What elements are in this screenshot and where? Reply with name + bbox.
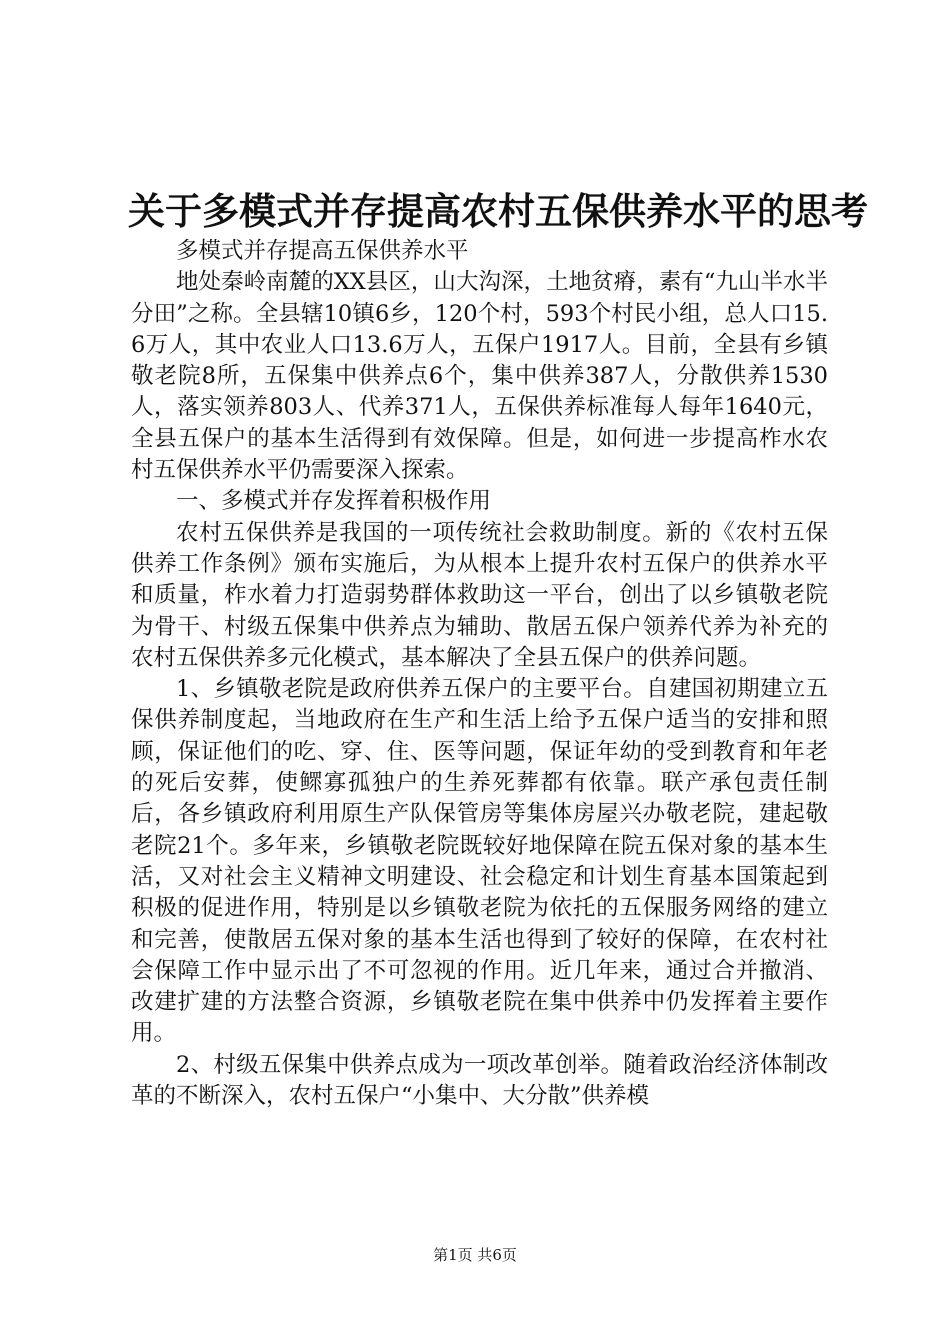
subtitle-paragraph: 多模式并存提高五保供养水平: [176, 238, 469, 264]
body-paragraph: 1、乡镇敬老院是政府供养五保户的主要平台。自建国初期建立五保供养制度起，当地政府在生产和生活上给予五保户适当的安排和照顾，保证他们的吃、穿、住、医等问题，保证年幼的受到教育和年老的死后安葬，使鳏寡孤独户的生养死葬都有依靠。联产承包责任制后，各乡镇政府利用原生产队保管房等集体房屋兴办敬老院，建起敬老院21个。多年来，乡镇敬老院既较好地保障在院五保对象的基本生活，又对社会主义精神文明建设、社会稳定和计划生育基本国策起到积极的促进作用，特别是以乡镇敬老院为依托的五保服务网络的建立和完善，使散居五保对象的基本生活也得到了较好的保障，在农村社会保障工作中显示出了不可忽视的作用。近几年来，通过合并撤消、改建扩建的方法整合资源，乡镇敬老院在集中供养中仍发挥着主要作用。: [131, 676, 828, 1047]
document-title: 关于多模式并存提高农村五保供养水平的思考: [128, 189, 868, 233]
body-paragraph: 2、村级五保集中供养点成为一项改革创举。随着政治经济体制改革的不断深入，农村五保户“小集中、大分散”供养模: [131, 1051, 828, 1110]
body-paragraph: 农村五保供养是我国的一项传统社会救助制度。新的《农村五保供养工作条例》颁布实施后，为从根本上提升农村五保户的供养水平和质量，柞水着力打造弱势群体救助这一平台，创出了以乡镇敬老院为骨干、村级五保集中供养点为辅助、散居五保户领养代养为补充的农村五保供养多元化模式，基本解决了全县五保户的供养问题。: [131, 519, 828, 671]
page-number-footer: 第1页 共6页: [433, 1246, 517, 1264]
body-paragraph: 地处秦岭南麓的XX县区，山大沟深，土地贫瘠，素有“九山半水半分田”之称。全县辖10镇6乡，120个村，593个村民小组，总人口15.6万人，其中农业人口13.6万人，五保户1917人。目前，全县有乡镇敬老院8所，五保集中供养点6个，集中供养387人，分散供养1530人，落实领养803人、代养371人，五保供养标准每人每年1640元，全县五保户的基本生活得到有效保障。但是，如何进一步提高柞水农村五保供养水平仍需要深入探索。: [131, 269, 828, 484]
section-heading: 一、多模式并存发挥着积极作用: [176, 488, 492, 515]
document-body: [131, 236, 828, 1112]
